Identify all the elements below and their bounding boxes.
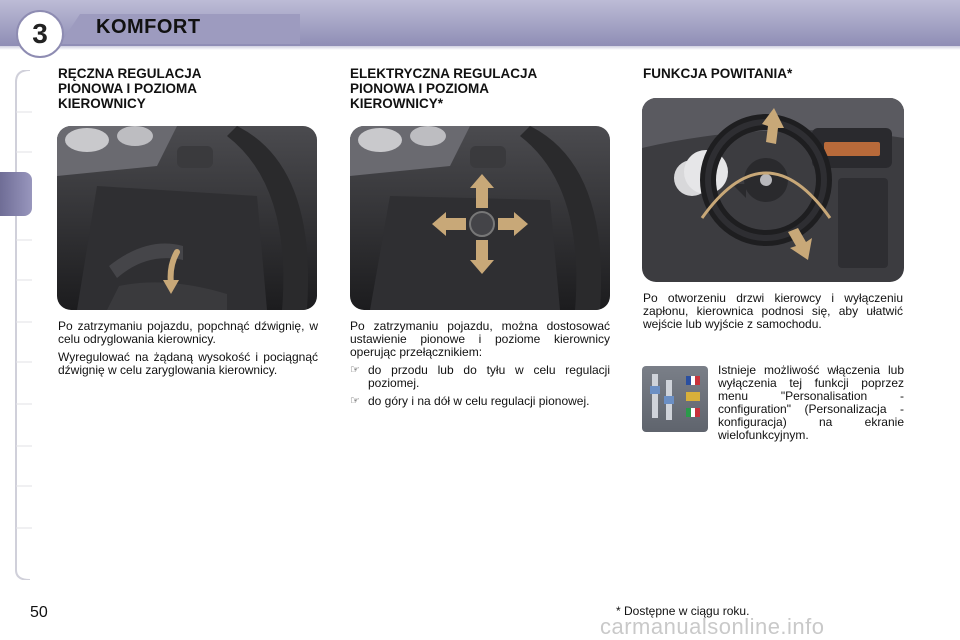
page-number: 50	[30, 604, 48, 621]
manual-adjust-text	[58, 320, 318, 382]
steering-column-lever-photo	[57, 126, 317, 310]
steering-wheel-dashboard-photo	[642, 98, 904, 282]
steering-adjust-switch-photo	[350, 126, 610, 310]
manual-adjust-heading	[58, 66, 298, 111]
rail-line	[0, 70, 34, 580]
watermark: carmanualsonline.info	[600, 614, 825, 639]
adjust-direction-list	[350, 364, 610, 408]
personalisation-note: Istnieje możliwość włączenia lub wyłączenia tej funkcji poprzez menu "Personalisation - configuration" (Personalizacja - konfiguracja) na ekranie wielofunkcyjnym.	[718, 363, 904, 442]
chapter-number: 3	[32, 18, 48, 49]
heading-line: KIEROWNICY*	[350, 96, 444, 111]
paragraph: Po zatrzymaniu pojazdu, popchnąć dźwignię, w celu odryglowania kierownicy.	[58, 319, 318, 346]
chapter-tab-rail	[0, 70, 34, 580]
list-item-text: do góry i na dół w celu regulacji pionowej.	[368, 394, 590, 408]
paragraph: Wyregulować na żądaną wysokość i pociągnąć dźwignię w celu zaryglowania kierownicy.	[58, 350, 318, 377]
heading-line: RĘCZNA REGULACJA	[58, 66, 202, 81]
welcome-function-heading: FUNKCJA POWITANIA*	[643, 66, 793, 81]
list-item	[350, 395, 610, 408]
list-item	[350, 364, 610, 390]
chapter-number-badge	[16, 10, 64, 58]
chapter-title: KOMFORT	[96, 16, 201, 38]
electric-adjust-text	[350, 320, 610, 413]
availability-footnote: * Dostępne w ciągu roku.	[616, 604, 750, 618]
list-item-text: do przodu lub do tyłu w celu regulacji poziomej.	[368, 363, 610, 390]
multifunction-settings-icon	[642, 366, 708, 432]
pointing-hand-icon: ☞	[350, 395, 360, 407]
pointing-hand-icon: ☞	[350, 364, 360, 376]
chapter-tab-active[interactable]	[0, 172, 32, 216]
heading-line: KIEROWNICY	[58, 96, 146, 111]
welcome-function-text: Po otworzeniu drzwi kierowcy i wyłączeniu zapłonu, kierownica podnosi się, aby ułatwić wejście lub wyjście z samochodu.	[643, 291, 903, 331]
heading-line: ELEKTRYCZNA REGULACJA	[350, 66, 538, 81]
heading-line: PIONOWA I POZIOMA	[350, 81, 490, 96]
electric-adjust-heading	[350, 66, 610, 111]
header-shadow	[0, 46, 960, 50]
heading-line: PIONOWA I POZIOMA	[58, 81, 198, 96]
paragraph: Po zatrzymaniu pojazdu, można dostosować ustawienie pionowe i poziome kierownicy operując przełącznikiem:	[350, 319, 610, 359]
